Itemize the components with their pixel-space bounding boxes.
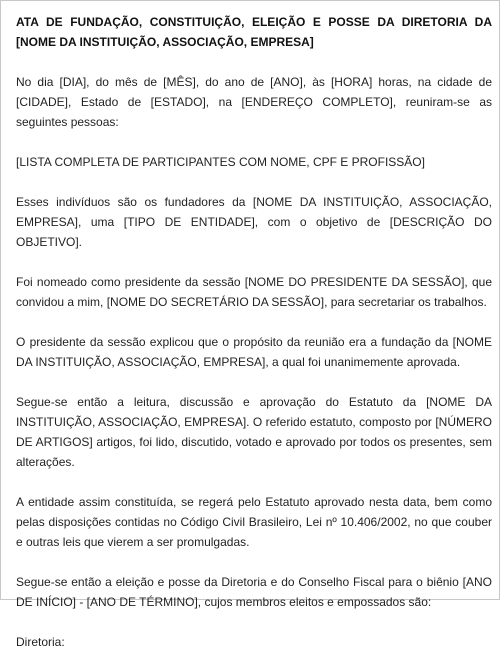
paragraph-election: Segue-se então a eleição e posse da Diretoria e do Conselho Fiscal para o biênio [ANO DE INÍCIO] - [ANO DE TÉRMINO], cujos membros eleitos e empossados são: — [16, 575, 492, 609]
document-title: ATA DE FUNDAÇÃO, CONSTITUIÇÃO, ELEIÇÃO E POSSE DA DIRETORIA DA [NOME DA INSTITUIÇÃO, ASSOCIAÇÃO, EMPRESA] — [16, 15, 492, 49]
paragraph-legal-basis: A entidade assim constituída, se regerá pelo Estatuto aprovado nesta data, bem como pelas disposições contidas no Código Civil Brasileiro, Lei nº 10.406/2002, no que couber e outras leis que vierem a ser promulgadas. — [16, 495, 492, 549]
paragraph-founders: Esses indivíduos são os fundadores da [NOME DA INSTITUIÇÃO, ASSOCIAÇÃO, EMPRESA], uma [TIPO DE ENTIDADE], com o objetivo de [DESCRIÇÃO DO OBJETIVO]. — [16, 195, 492, 249]
paragraph-statute-approval: Segue-se então a leitura, discussão e aprovação do Estatuto da [NOME DA INSTITUIÇÃO, ASSOCIAÇÃO, EMPRESA]. O referido estatuto, composto por [NÚMERO DE ARTIGOS] artigos, foi lido, discutido, votado e aprovado por todos os presentes, sem alterações. — [16, 395, 492, 469]
paragraph-participants-list: [LISTA COMPLETA DE PARTICIPANTES COM NOME, CPF E PROFISSÃO] — [16, 155, 425, 169]
paragraph-meeting-opening: No dia [DIA], do mês de [MÊS], do ano de [ANO], às [HORA] horas, na cidade de [CIDADE], Estado de [ESTADO], na [ENDEREÇO COMPLETO], reuniram-se as seguintes pessoas: — [16, 75, 492, 129]
paragraph-purpose: O presidente da sessão explicou que o propósito da reunião era a fundação da [NOME DA INSTITUIÇÃO, ASSOCIAÇÃO, EMPRESA], a qual foi unanimemente aprovada. — [16, 335, 492, 369]
paragraph-board-heading: Diretoria: — [16, 635, 65, 649]
paragraph-session-president: Foi nomeado como presidente da sessão [NOME DO PRESIDENTE DA SESSÃO], que convidou a mim, [NOME DO SECRETÁRIO DA SESSÃO], para secretariar os trabalhos. — [16, 275, 492, 309]
document-body — [16, 12, 492, 672]
